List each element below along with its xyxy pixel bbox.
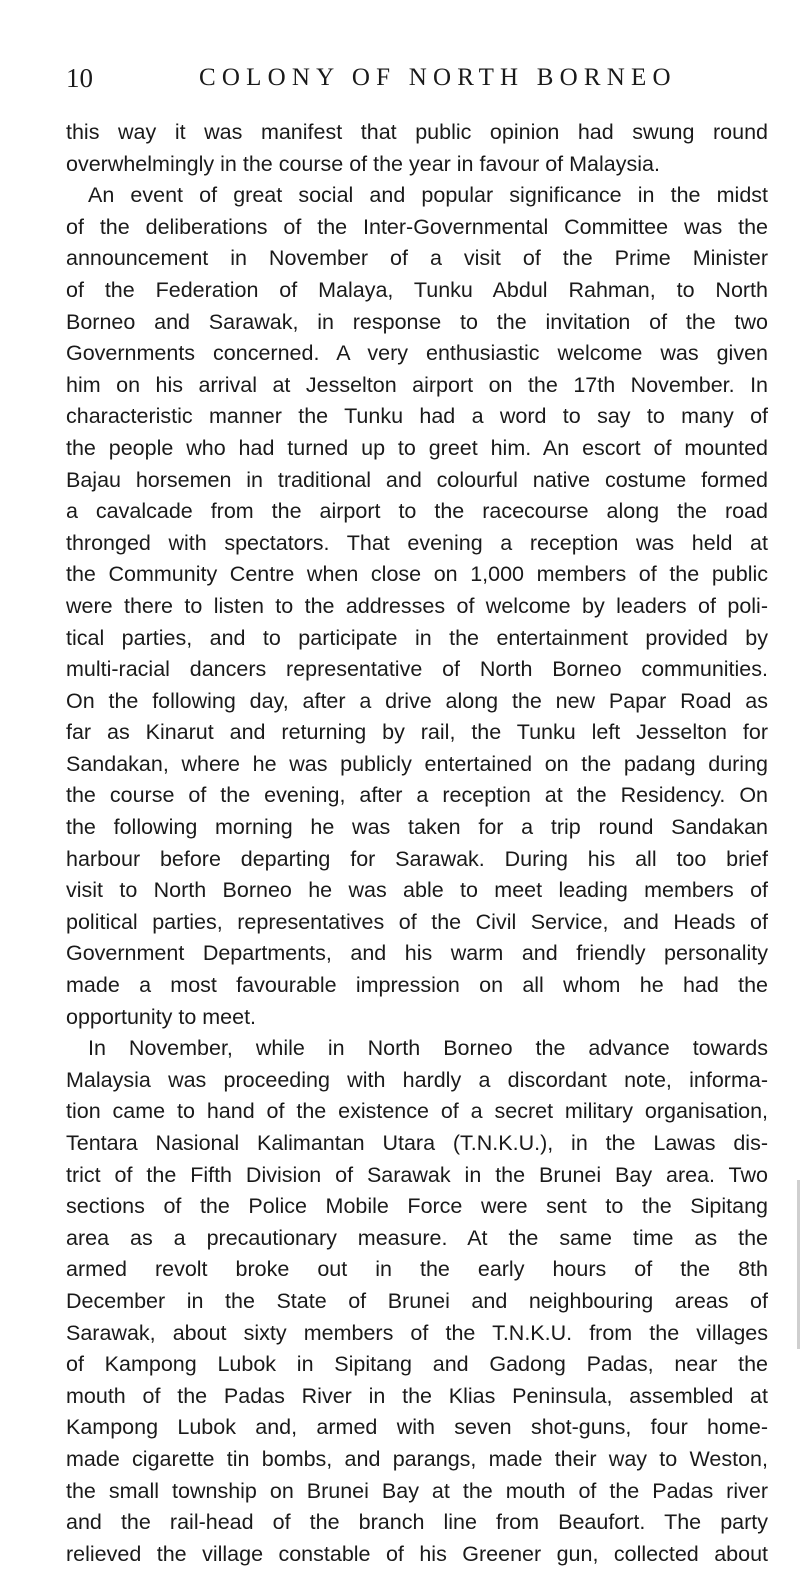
text-line: harbour before departing for Sarawak. During his all too brief — [66, 846, 768, 871]
text-line: On the following day, after a drive along the new Papar Road as — [66, 688, 768, 713]
text-line: of the Federation of Malaya, Tunku Abdul Rahman, to North — [66, 277, 768, 302]
text-line: the following morning he was taken for a trip round Sandakan — [66, 815, 768, 840]
text-line: far as Kinarut and returning by rail, the Tunku left Jesselton for — [66, 720, 768, 745]
text-line: characteristic manner the Tunku had a word to say to many of — [66, 404, 768, 429]
text-line: the course of the evening, after a reception at the Residency. On — [66, 783, 768, 808]
text-line: An event of great social and popular significance in the midst — [88, 183, 768, 208]
text-line: Borneo and Sarawak, in response to the invitation of the two — [66, 309, 768, 334]
text-line: tical parties, and to participate in the entertainment provided by — [66, 625, 768, 650]
text-line: overwhelmingly in the course of the year in favour of Malaysia. — [66, 151, 660, 176]
text-line: sections of the Police Mobile Force were sent to the Sipitang — [66, 1194, 768, 1219]
text-line: opportunity to meet. — [66, 1004, 257, 1029]
text-line: made cigarette tin bombs, and parangs, made their way to Weston, — [66, 1446, 768, 1471]
running-title: COLONY OF NORTH BORNEO — [199, 64, 677, 91]
running-header — [66, 58, 766, 98]
text-line: were there to listen to the addresses of welcome by leaders of poli- — [66, 593, 768, 618]
body-text — [66, 117, 768, 1570]
text-line: multi-racial dancers representative of North Borneo communities. — [66, 657, 768, 682]
text-line: visit to North Borneo he was able to meet leading members of — [66, 878, 768, 903]
text-line: In November, while in North Borneo the advance towards — [88, 1036, 768, 1061]
text-line: tion came to hand of the existence of a secret military organisation, — [66, 1099, 768, 1124]
text-line: mouth of the Padas River in the Klias Peninsula, assembled at — [66, 1383, 768, 1408]
text-line: and the rail-head of the branch line from Beaufort. The party — [66, 1510, 768, 1535]
text-line: this way it was manifest that public opinion had swung round — [66, 120, 768, 144]
text-line: Sandakan, where he was publicly entertained on the padang during — [66, 751, 768, 776]
text-line: Government Departments, and his warm and friendly personality — [66, 941, 768, 966]
text-line: trict of the Fifth Division of Sarawak in the Brunei Bay area. Two — [66, 1162, 768, 1187]
page-number: 10 — [66, 63, 93, 93]
text-line: a cavalcade from the airport to the racecourse along the road — [66, 499, 768, 524]
text-line: the small township on Brunei Bay at the mouth of the Padas river — [66, 1478, 768, 1503]
text-line: Kampong Lubok and, armed with seven shot-guns, four home- — [66, 1415, 768, 1440]
text-line: announcement in November of a visit of the Prime Minister — [66, 246, 768, 271]
text-line: thronged with spectators. That evening a reception was held at — [66, 530, 768, 555]
text-line: Malaysia was proceeding with hardly a discordant note, informa- — [66, 1067, 768, 1092]
text-line: December in the State of Brunei and neighbouring areas of — [66, 1288, 768, 1313]
text-line: area as a precautionary measure. At the same time as the — [66, 1225, 768, 1250]
text-line: relieved the village constable of his Greener gun, collected about — [66, 1541, 768, 1566]
text-line: made a most favourable impression on all whom he had the — [66, 973, 768, 998]
text-line: armed revolt broke out in the early hours of the 8th — [66, 1257, 768, 1282]
text-line: Bajau horsemen in traditional and colourful native costume formed — [66, 467, 768, 492]
text-line: of the deliberations of the Inter-Governmental Committee was the — [66, 214, 768, 239]
text-line: political parties, representatives of the Civil Service, and Heads of — [66, 909, 768, 934]
text-line: him on his arrival at Jesselton airport on the 17th November. In — [66, 372, 768, 397]
text-line: Governments concerned. A very enthusiastic welcome was given — [66, 341, 768, 366]
text-line: of Kampong Lubok in Sipitang and Gadong Padas, near the — [66, 1352, 768, 1377]
text-line: Tentara Nasional Kalimantan Utara (T.N.K.U.), in the Lawas dis- — [66, 1131, 768, 1155]
text-line: the people who had turned up to greet him. An escort of mounted — [66, 435, 768, 460]
text-line: the Community Centre when close on 1,000 members of the public — [66, 562, 768, 587]
text-line: Sarawak, about sixty members of the T.N.K.U. from the villages — [66, 1320, 768, 1345]
